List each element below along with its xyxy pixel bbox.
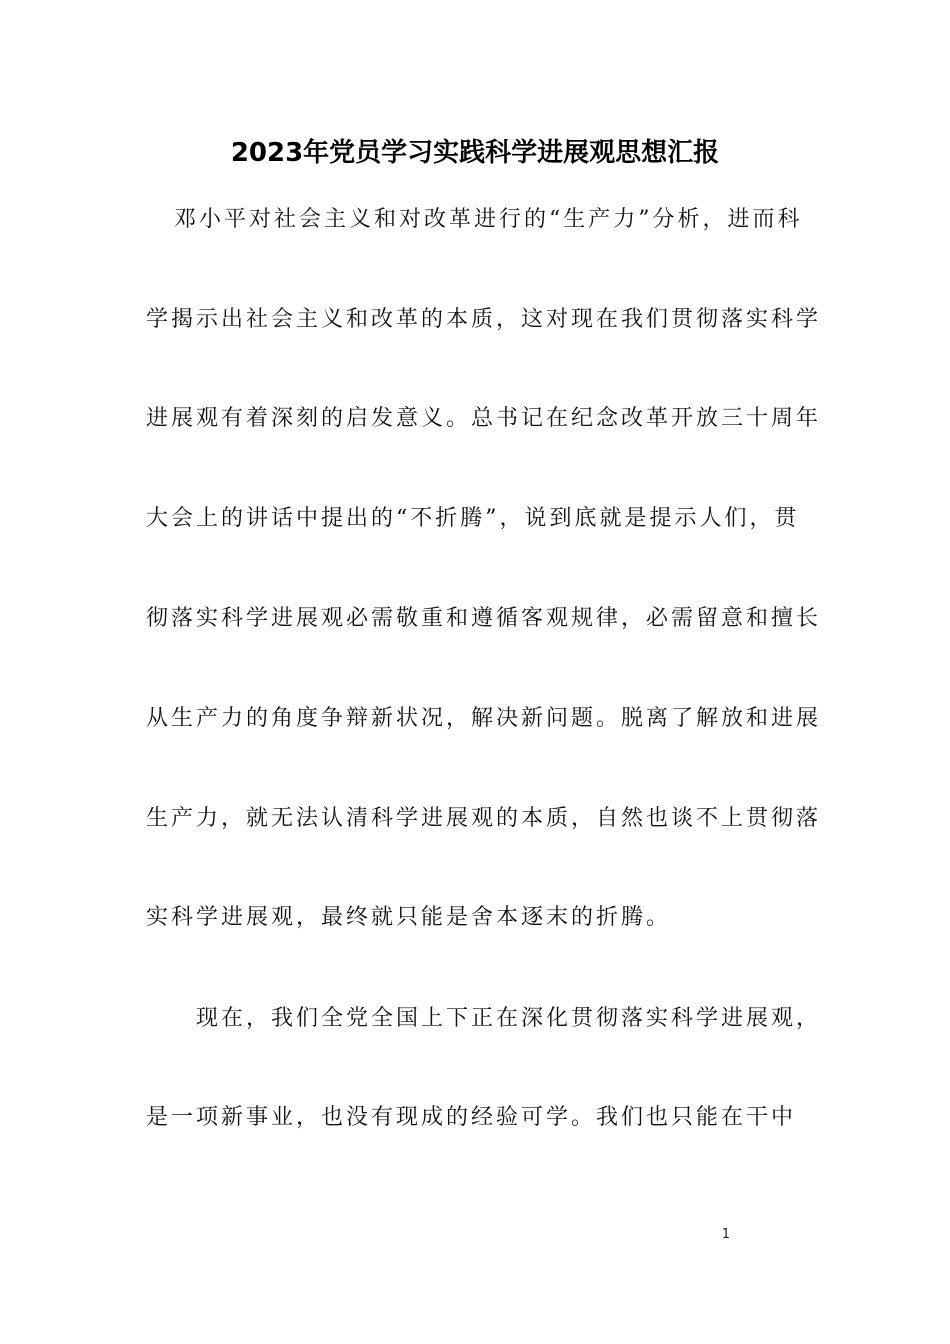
paragraph-line: 彻落实科学进展观必需敬重和遵循客观规律，必需留意和擅长 [146, 606, 822, 631]
paragraph-line: 进展观有着深刻的启发意义。总书记在纪念改革开放三十周年 [146, 406, 822, 431]
page-number: 1 [721, 1227, 730, 1242]
paragraph-line: 是一项新事业，也没有现成的经验可学。我们也只能在干中 [146, 1105, 797, 1130]
paragraph-line: 邓小平对社会主义和对改革进行的“生产力”分析，进而科 [174, 207, 803, 232]
paragraph-line: 大会上的讲话中提出的“不折腾”，说到底就是提示人们，贯 [146, 506, 800, 531]
paragraph-line: 实科学进展观，最终就只能是舍本逐末的折腾。 [146, 905, 672, 930]
document-title: 2023年党员学习实践科学进展观思想汇报 [230, 138, 720, 168]
paragraph-line: 现在，我们全党全国上下正在深化贯彻落实科学进展观， [196, 1006, 822, 1031]
paragraph-line: 生产力，就无法认清科学进展观的本质，自然也谈不上贯彻落 [146, 806, 822, 831]
paragraph-line: 学揭示出社会主义和改革的本质，这对现在我们贯彻落实科学 [146, 307, 822, 332]
paragraph-line: 从生产力的角度争辩新状况，解决新问题。脱离了解放和进展 [146, 706, 822, 731]
